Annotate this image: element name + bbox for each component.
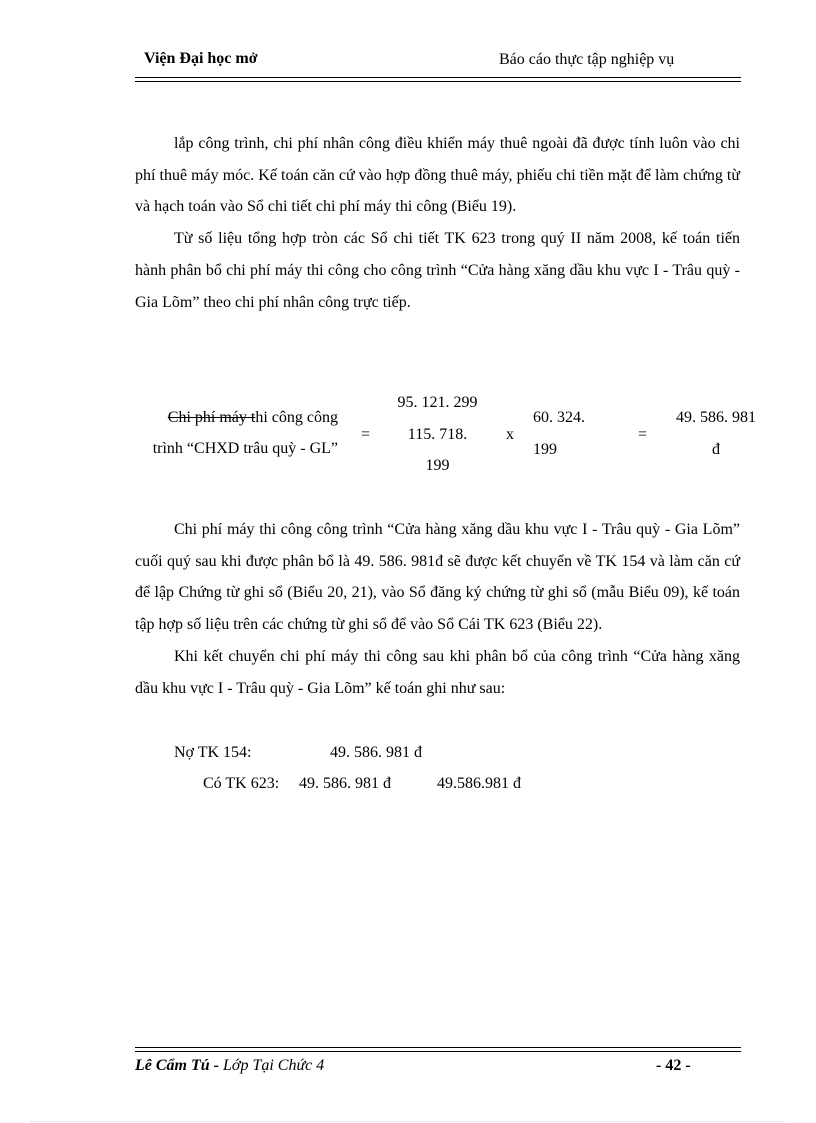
debit-value: 49. 586. 981 đ (330, 744, 422, 761)
formula-label-strike: Chi phí máy t (167, 409, 256, 426)
formula-label-rest: hi công công (255, 409, 338, 426)
credit-label: Có TK 623: (203, 775, 280, 792)
body-section-2 (135, 514, 740, 704)
footer-author (135, 1057, 324, 1075)
formula-result-2: đ (712, 441, 720, 458)
footer-author-name: Lê Cẩm Tú - (135, 1057, 223, 1074)
footer-class: Lớp Tại Chức 4 (223, 1057, 325, 1074)
page-number: - 42 - (656, 1057, 691, 1074)
credit-value: 49. 586. 981 đ (299, 775, 391, 792)
formula-label-line2: trình “CHXD trâu quỳ - GL” (152, 440, 338, 457)
header-report-title: Báo cáo thực tập nghiệp vụ (499, 51, 675, 68)
credit-total: 49.586.981 đ (437, 775, 521, 792)
formula-label (118, 409, 338, 458)
formula-equals-1: = (361, 426, 371, 443)
body-section-1 (135, 128, 740, 318)
page-bottom-border (30, 1121, 786, 1122)
formula-result-1: 49. 586. 981 (676, 409, 756, 426)
formula-numerator: 95. 121. 299 (397, 394, 478, 411)
formula-times: x (506, 426, 514, 443)
debit-label: Nợ TK 154: (174, 744, 252, 761)
header-institution: Viện Đại học mở (144, 50, 258, 67)
formula-denominator-2: 199 (425, 457, 450, 474)
formula-factor-2: 199 (533, 441, 557, 458)
paragraph-3: Chi phí máy thi công công trình “Cửa hàng xăng dầu khu vực I - Trâu quỳ - Gia Lõm” cuối quý sau khi được phân bổ là 49. 586. 981đ sẽ được kết chuyển về TK 154 và làm căn cứ để lập Chứng từ ghi sổ (Biểu 20, 21), vào Sổ đăng ký chứng từ ghi sổ (mẫu Biểu 09), kế toán tập hợp số liệu trên các chứng từ ghi sổ để vào Sổ Cái TK 623 (Biểu 22). (135, 521, 740, 634)
header-rule-bottom (135, 81, 741, 82)
paragraph-2: Từ số liệu tổng hợp tròn các Sổ chi tiết TK 623 trong quý II năm 2008, kế toán tiến hành phân bổ chi phí máy thi công cho công trình “Cửa hàng xăng dầu khu vực I - Trâu quỳ - Gia Lõm” theo chi phí nhân công trực tiếp. (135, 230, 740, 311)
footer-rule-top (135, 1047, 741, 1048)
header-rule-top (135, 77, 741, 78)
formula-equals-2: = (638, 426, 648, 443)
formula-factor-1: 60. 324. (533, 409, 585, 426)
paragraph-1: lắp công trình, chi phí nhân công điều khiển máy thuê ngoài đã được tính luôn vào chi phí thuê máy móc. Kế toán căn cứ vào hợp đồng thuê máy, phiếu chi tiền mặt để làm chứng từ và hạch toán vào Sổ chi tiết chi phí máy thi công (Biểu 19). (135, 135, 740, 216)
paragraph-4: Khi kết chuyển chi phí máy thi công sau khi phân bổ của công trình “Cửa hàng xăng dầu khu vực I - Trâu quỳ - Gia Lõm” kế toán ghi như sau: (135, 647, 740, 697)
footer-rule-bottom (135, 1051, 741, 1052)
formula-denominator-1: 115. 718. (407, 426, 468, 443)
